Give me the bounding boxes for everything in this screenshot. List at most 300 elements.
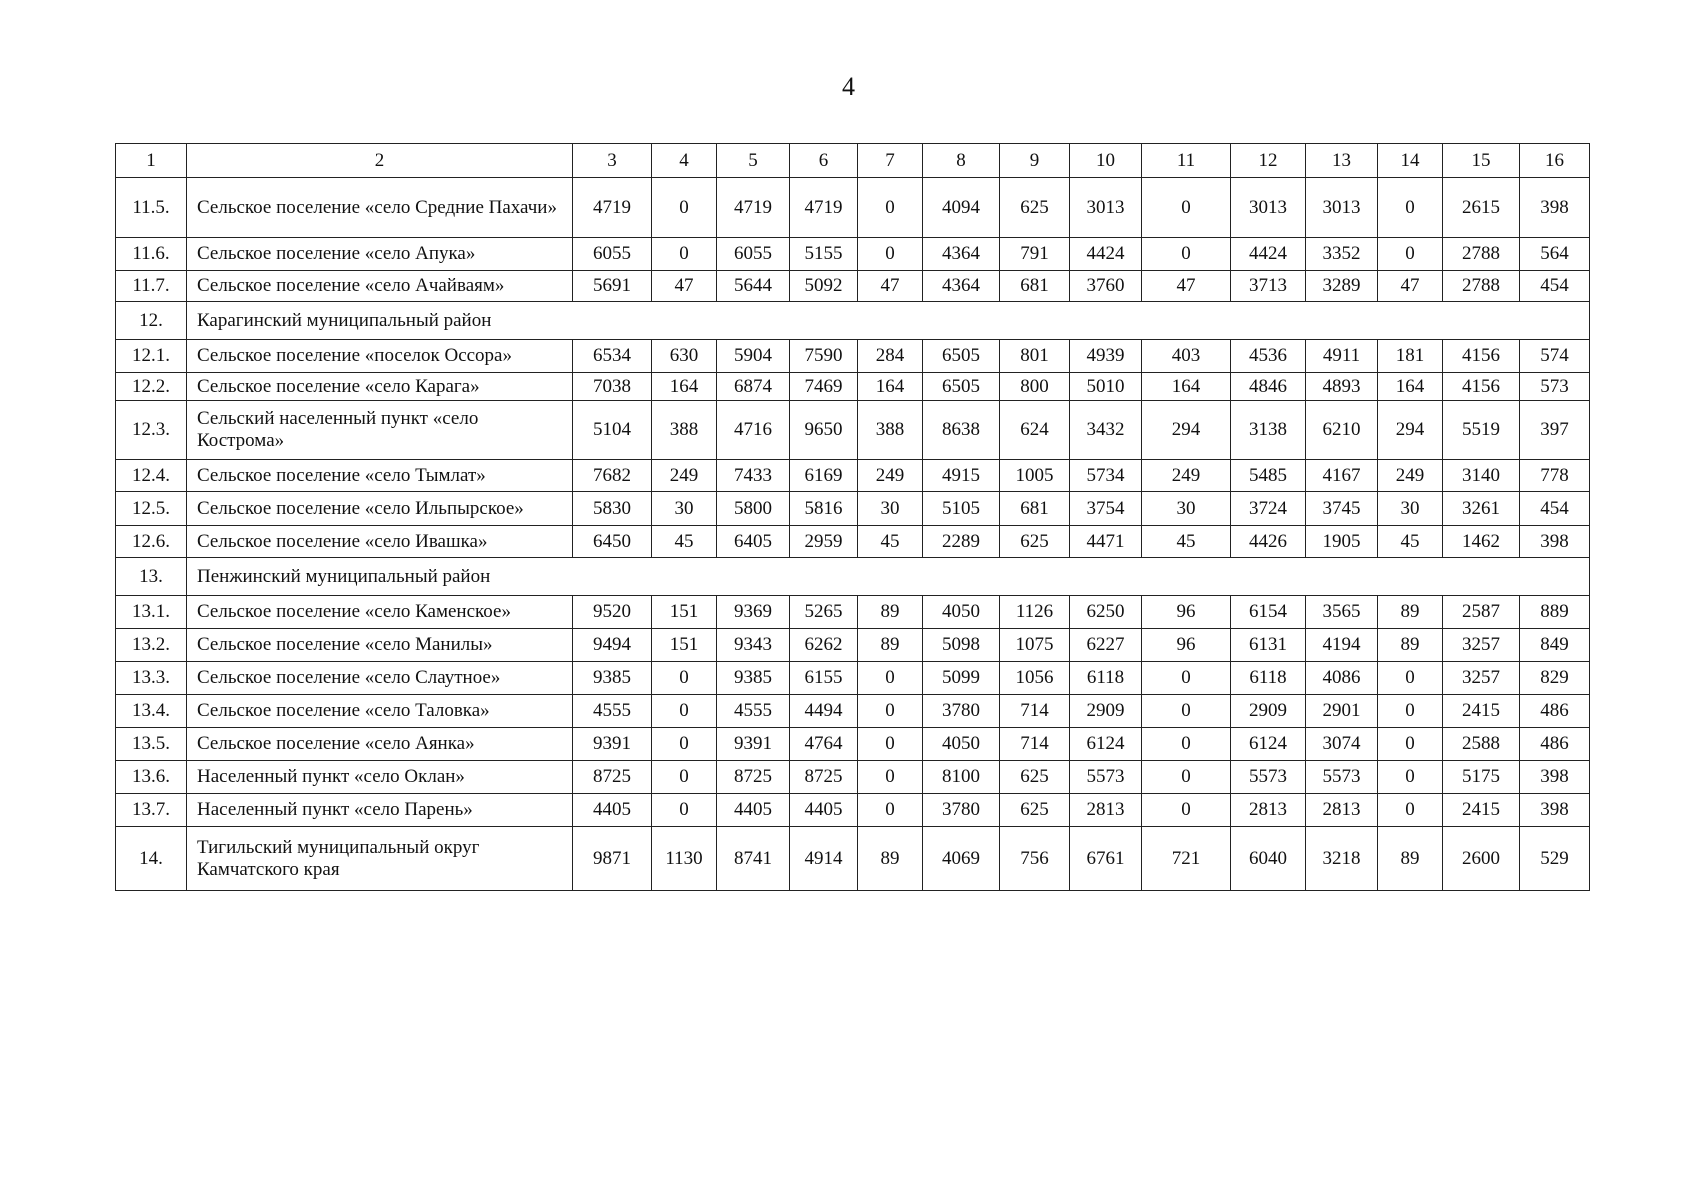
value-cell: 5573 (1070, 761, 1142, 794)
value-cell: 45 (1378, 526, 1443, 558)
value-cell: 96 (1142, 629, 1231, 662)
value-cell: 5830 (573, 492, 652, 526)
value-cell: 9385 (573, 662, 652, 695)
value-cell: 0 (858, 728, 923, 761)
value-cell: 4086 (1306, 662, 1378, 695)
table-row (116, 728, 1590, 761)
column-header: 13 (1306, 144, 1378, 178)
value-cell: 4405 (717, 794, 790, 827)
value-cell: 2587 (1443, 596, 1520, 629)
value-cell: 486 (1520, 728, 1590, 761)
value-cell: 3257 (1443, 662, 1520, 695)
value-cell: 681 (1000, 271, 1070, 302)
value-cell: 5265 (790, 596, 858, 629)
section-row (116, 558, 1590, 596)
value-cell: 403 (1142, 340, 1231, 373)
value-cell: 6155 (790, 662, 858, 695)
column-header: 6 (790, 144, 858, 178)
value-cell: 3074 (1306, 728, 1378, 761)
value-cell: 714 (1000, 695, 1070, 728)
value-cell: 573 (1520, 373, 1590, 401)
value-cell: 0 (1142, 761, 1231, 794)
value-cell: 564 (1520, 238, 1590, 271)
row-number: 11.5. (116, 178, 187, 238)
value-cell: 164 (1378, 373, 1443, 401)
table-row (116, 695, 1590, 728)
value-cell: 4536 (1231, 340, 1306, 373)
settlement-name: Сельское поселение «село Тымлат» (187, 460, 573, 492)
value-cell: 4494 (790, 695, 858, 728)
column-header: 15 (1443, 144, 1520, 178)
page-number: 4 (842, 72, 855, 101)
value-cell: 2909 (1070, 695, 1142, 728)
row-number: 13.1. (116, 596, 187, 629)
value-cell: 7038 (573, 373, 652, 401)
column-header: 4 (652, 144, 717, 178)
value-cell: 829 (1520, 662, 1590, 695)
value-cell: 1462 (1443, 526, 1520, 558)
value-cell: 398 (1520, 761, 1590, 794)
value-cell: 89 (1378, 596, 1443, 629)
column-header: 10 (1070, 144, 1142, 178)
value-cell: 3754 (1070, 492, 1142, 526)
value-cell: 721 (1142, 827, 1231, 891)
value-cell: 7433 (717, 460, 790, 492)
settlement-name: Сельское поселение «село Средние Пахачи» (187, 178, 573, 238)
value-cell: 624 (1000, 401, 1070, 460)
value-cell: 284 (858, 340, 923, 373)
value-cell: 6055 (573, 238, 652, 271)
settlement-name: Сельское поселение «село Ивашка» (187, 526, 573, 558)
value-cell: 5010 (1070, 373, 1142, 401)
settlement-name: Сельское поселение «село Апука» (187, 238, 573, 271)
value-cell: 9343 (717, 629, 790, 662)
value-cell: 2959 (790, 526, 858, 558)
value-cell: 889 (1520, 596, 1590, 629)
value-cell: 30 (652, 492, 717, 526)
row-number: 12.3. (116, 401, 187, 460)
section-row (116, 302, 1590, 340)
value-cell: 4405 (790, 794, 858, 827)
value-cell: 6262 (790, 629, 858, 662)
value-cell: 89 (858, 827, 923, 891)
value-cell: 0 (858, 794, 923, 827)
value-cell: 0 (1378, 794, 1443, 827)
value-cell: 4405 (573, 794, 652, 827)
value-cell: 714 (1000, 728, 1070, 761)
value-cell: 2415 (1443, 794, 1520, 827)
value-cell: 4156 (1443, 373, 1520, 401)
value-cell: 9650 (790, 401, 858, 460)
value-cell: 4914 (790, 827, 858, 891)
value-cell: 294 (1142, 401, 1231, 460)
value-cell: 4167 (1306, 460, 1378, 492)
value-cell: 4719 (717, 178, 790, 238)
row-number: 12.4. (116, 460, 187, 492)
value-cell: 3565 (1306, 596, 1378, 629)
value-cell: 0 (652, 794, 717, 827)
value-cell: 0 (858, 238, 923, 271)
value-cell: 9494 (573, 629, 652, 662)
table-row (116, 373, 1590, 401)
value-cell: 2813 (1306, 794, 1378, 827)
value-cell: 9871 (573, 827, 652, 891)
value-cell: 4424 (1231, 238, 1306, 271)
column-header: 9 (1000, 144, 1070, 178)
value-cell: 4764 (790, 728, 858, 761)
section-name: Карагинский муниципальный район (187, 302, 1590, 340)
row-number: 12.5. (116, 492, 187, 526)
value-cell: 2600 (1443, 827, 1520, 891)
value-cell: 30 (1142, 492, 1231, 526)
value-cell: 3261 (1443, 492, 1520, 526)
section-name: Пенжинский муниципальный район (187, 558, 1590, 596)
value-cell: 5485 (1231, 460, 1306, 492)
value-cell: 5175 (1443, 761, 1520, 794)
settlement-name: Населенный пункт «село Оклан» (187, 761, 573, 794)
row-number: 13.5. (116, 728, 187, 761)
row-number: 12. (116, 302, 187, 340)
value-cell: 30 (858, 492, 923, 526)
value-cell: 89 (1378, 827, 1443, 891)
value-cell: 3257 (1443, 629, 1520, 662)
value-cell: 5092 (790, 271, 858, 302)
value-cell: 5519 (1443, 401, 1520, 460)
value-cell: 6505 (923, 340, 1000, 373)
value-cell: 5155 (790, 238, 858, 271)
value-cell: 454 (1520, 271, 1590, 302)
value-cell: 5098 (923, 629, 1000, 662)
value-cell: 0 (858, 662, 923, 695)
row-number: 13.2. (116, 629, 187, 662)
value-cell: 6118 (1231, 662, 1306, 695)
value-cell: 398 (1520, 794, 1590, 827)
value-cell: 8100 (923, 761, 1000, 794)
value-cell: 3745 (1306, 492, 1378, 526)
value-cell: 625 (1000, 526, 1070, 558)
table-row (116, 629, 1590, 662)
row-number: 13.3. (116, 662, 187, 695)
value-cell: 0 (1142, 695, 1231, 728)
value-cell: 4471 (1070, 526, 1142, 558)
value-cell: 249 (1142, 460, 1231, 492)
value-cell: 0 (652, 761, 717, 794)
value-cell: 388 (858, 401, 923, 460)
value-cell: 3013 (1231, 178, 1306, 238)
value-cell: 47 (1142, 271, 1231, 302)
value-cell: 3352 (1306, 238, 1378, 271)
value-cell: 7682 (573, 460, 652, 492)
value-cell: 6761 (1070, 827, 1142, 891)
value-cell: 6405 (717, 526, 790, 558)
value-cell: 2588 (1443, 728, 1520, 761)
value-cell: 0 (1142, 728, 1231, 761)
value-cell: 1056 (1000, 662, 1070, 695)
value-cell: 89 (858, 629, 923, 662)
value-cell: 800 (1000, 373, 1070, 401)
value-cell: 0 (1378, 238, 1443, 271)
table-row (116, 492, 1590, 526)
value-cell: 6534 (573, 340, 652, 373)
value-cell: 4364 (923, 271, 1000, 302)
value-cell: 630 (652, 340, 717, 373)
value-cell: 398 (1520, 526, 1590, 558)
value-cell: 47 (1378, 271, 1443, 302)
value-cell: 45 (858, 526, 923, 558)
value-cell: 0 (1142, 662, 1231, 695)
value-cell: 181 (1378, 340, 1443, 373)
value-cell: 1126 (1000, 596, 1070, 629)
value-cell: 30 (1378, 492, 1443, 526)
value-cell: 529 (1520, 827, 1590, 891)
value-cell: 4911 (1306, 340, 1378, 373)
table-row (116, 271, 1590, 302)
value-cell: 5105 (923, 492, 1000, 526)
value-cell: 6118 (1070, 662, 1142, 695)
value-cell: 3140 (1443, 460, 1520, 492)
value-cell: 6169 (790, 460, 858, 492)
row-number: 12.6. (116, 526, 187, 558)
value-cell: 791 (1000, 238, 1070, 271)
value-cell: 0 (1378, 695, 1443, 728)
settlement-name: Тигильский муниципальный округ Камчатского края (187, 827, 573, 891)
value-cell: 3432 (1070, 401, 1142, 460)
value-cell: 3780 (923, 695, 1000, 728)
row-number: 13.7. (116, 794, 187, 827)
settlement-name: Сельское поселение «поселок Оссора» (187, 340, 573, 373)
value-cell: 3013 (1070, 178, 1142, 238)
value-cell: 681 (1000, 492, 1070, 526)
table-row (116, 827, 1590, 891)
value-cell: 8638 (923, 401, 1000, 460)
column-header: 2 (187, 144, 573, 178)
value-cell: 4050 (923, 728, 1000, 761)
value-cell: 0 (1142, 794, 1231, 827)
value-cell: 6124 (1070, 728, 1142, 761)
table-row (116, 662, 1590, 695)
settlement-name: Сельское поселение «село Каменское» (187, 596, 573, 629)
value-cell: 5104 (573, 401, 652, 460)
settlement-name: Сельское поселение «село Манилы» (187, 629, 573, 662)
value-cell: 801 (1000, 340, 1070, 373)
table-row (116, 340, 1590, 373)
row-number: 13. (116, 558, 187, 596)
value-cell: 45 (1142, 526, 1231, 558)
value-cell: 6210 (1306, 401, 1378, 460)
value-cell: 0 (858, 761, 923, 794)
value-cell: 4915 (923, 460, 1000, 492)
column-header: 14 (1378, 144, 1443, 178)
value-cell: 4719 (573, 178, 652, 238)
value-cell: 2901 (1306, 695, 1378, 728)
value-cell: 5644 (717, 271, 790, 302)
value-cell: 9391 (717, 728, 790, 761)
value-cell: 0 (652, 662, 717, 695)
value-cell: 4364 (923, 238, 1000, 271)
value-cell: 4893 (1306, 373, 1378, 401)
value-cell: 4555 (717, 695, 790, 728)
value-cell: 6505 (923, 373, 1000, 401)
settlement-name: Сельский населенный пункт «село Кострома» (187, 401, 573, 460)
value-cell: 5691 (573, 271, 652, 302)
value-cell: 0 (652, 695, 717, 728)
value-cell: 6450 (573, 526, 652, 558)
value-cell: 398 (1520, 178, 1590, 238)
value-cell: 5800 (717, 492, 790, 526)
value-cell: 4939 (1070, 340, 1142, 373)
row-number: 14. (116, 827, 187, 891)
value-cell: 5904 (717, 340, 790, 373)
value-cell: 2813 (1231, 794, 1306, 827)
value-cell: 151 (652, 596, 717, 629)
value-cell: 2909 (1231, 695, 1306, 728)
value-cell: 4846 (1231, 373, 1306, 401)
value-cell: 6055 (717, 238, 790, 271)
value-cell: 89 (858, 596, 923, 629)
value-cell: 625 (1000, 761, 1070, 794)
value-cell: 0 (652, 178, 717, 238)
row-number: 11.7. (116, 271, 187, 302)
value-cell: 778 (1520, 460, 1590, 492)
column-header: 1 (116, 144, 187, 178)
value-cell: 249 (652, 460, 717, 492)
value-cell: 6227 (1070, 629, 1142, 662)
value-cell: 0 (652, 238, 717, 271)
column-header: 11 (1142, 144, 1231, 178)
value-cell: 3760 (1070, 271, 1142, 302)
value-cell: 164 (652, 373, 717, 401)
settlement-name: Населенный пункт «село Парень» (187, 794, 573, 827)
value-cell: 4424 (1070, 238, 1142, 271)
column-header: 7 (858, 144, 923, 178)
row-number: 13.6. (116, 761, 187, 794)
value-cell: 4555 (573, 695, 652, 728)
settlement-name: Сельское поселение «село Слаутное» (187, 662, 573, 695)
value-cell: 625 (1000, 178, 1070, 238)
data-table (115, 143, 1590, 891)
value-cell: 3713 (1231, 271, 1306, 302)
settlement-name: Сельское поселение «село Ачайваям» (187, 271, 573, 302)
value-cell: 0 (1378, 728, 1443, 761)
value-cell: 574 (1520, 340, 1590, 373)
value-cell: 7590 (790, 340, 858, 373)
value-cell: 3724 (1231, 492, 1306, 526)
value-cell: 1130 (652, 827, 717, 891)
value-cell: 151 (652, 629, 717, 662)
value-cell: 486 (1520, 695, 1590, 728)
table-row (116, 596, 1590, 629)
value-cell: 2813 (1070, 794, 1142, 827)
settlement-name: Сельское поселение «село Таловка» (187, 695, 573, 728)
value-cell: 9385 (717, 662, 790, 695)
value-cell: 5573 (1231, 761, 1306, 794)
header-row (116, 144, 1590, 178)
value-cell: 0 (858, 178, 923, 238)
column-header: 3 (573, 144, 652, 178)
settlement-name: Сельское поселение «село Ильпырское» (187, 492, 573, 526)
value-cell: 96 (1142, 596, 1231, 629)
column-header: 5 (717, 144, 790, 178)
value-cell: 3013 (1306, 178, 1378, 238)
value-cell: 4719 (790, 178, 858, 238)
value-cell: 294 (1378, 401, 1443, 460)
value-cell: 0 (1142, 178, 1231, 238)
value-cell: 6124 (1231, 728, 1306, 761)
value-cell: 5734 (1070, 460, 1142, 492)
value-cell: 6131 (1231, 629, 1306, 662)
value-cell: 4069 (923, 827, 1000, 891)
value-cell: 625 (1000, 794, 1070, 827)
value-cell: 8741 (717, 827, 790, 891)
value-cell: 2615 (1443, 178, 1520, 238)
value-cell: 0 (1378, 761, 1443, 794)
value-cell: 8725 (573, 761, 652, 794)
column-header: 16 (1520, 144, 1590, 178)
value-cell: 164 (1142, 373, 1231, 401)
row-number: 13.4. (116, 695, 187, 728)
value-cell: 2289 (923, 526, 1000, 558)
value-cell: 454 (1520, 492, 1590, 526)
value-cell: 1905 (1306, 526, 1378, 558)
value-cell: 249 (1378, 460, 1443, 492)
value-cell: 89 (1378, 629, 1443, 662)
value-cell: 47 (858, 271, 923, 302)
value-cell: 8725 (717, 761, 790, 794)
value-cell: 9391 (573, 728, 652, 761)
value-cell: 5816 (790, 492, 858, 526)
column-header: 8 (923, 144, 1000, 178)
value-cell: 249 (858, 460, 923, 492)
table-row (116, 761, 1590, 794)
value-cell: 6040 (1231, 827, 1306, 891)
value-cell: 4426 (1231, 526, 1306, 558)
value-cell: 5099 (923, 662, 1000, 695)
row-number: 12.2. (116, 373, 187, 401)
value-cell: 0 (858, 695, 923, 728)
value-cell: 4716 (717, 401, 790, 460)
value-cell: 1005 (1000, 460, 1070, 492)
table-row (116, 401, 1590, 460)
value-cell: 849 (1520, 629, 1590, 662)
value-cell: 3780 (923, 794, 1000, 827)
value-cell: 4194 (1306, 629, 1378, 662)
value-cell: 0 (1378, 178, 1443, 238)
value-cell: 2788 (1443, 238, 1520, 271)
value-cell: 388 (652, 401, 717, 460)
value-cell: 6874 (717, 373, 790, 401)
value-cell: 756 (1000, 827, 1070, 891)
column-header: 12 (1231, 144, 1306, 178)
value-cell: 2788 (1443, 271, 1520, 302)
value-cell: 4156 (1443, 340, 1520, 373)
value-cell: 1075 (1000, 629, 1070, 662)
table-row (116, 526, 1590, 558)
settlement-name: Сельское поселение «село Аянка» (187, 728, 573, 761)
value-cell: 7469 (790, 373, 858, 401)
value-cell: 3218 (1306, 827, 1378, 891)
value-cell: 0 (1142, 238, 1231, 271)
value-cell: 4050 (923, 596, 1000, 629)
row-number: 11.6. (116, 238, 187, 271)
settlement-name: Сельское поселение «село Карага» (187, 373, 573, 401)
value-cell: 3289 (1306, 271, 1378, 302)
value-cell: 0 (652, 728, 717, 761)
table-row (116, 460, 1590, 492)
row-number: 12.1. (116, 340, 187, 373)
table-row (116, 238, 1590, 271)
value-cell: 2415 (1443, 695, 1520, 728)
value-cell: 47 (652, 271, 717, 302)
